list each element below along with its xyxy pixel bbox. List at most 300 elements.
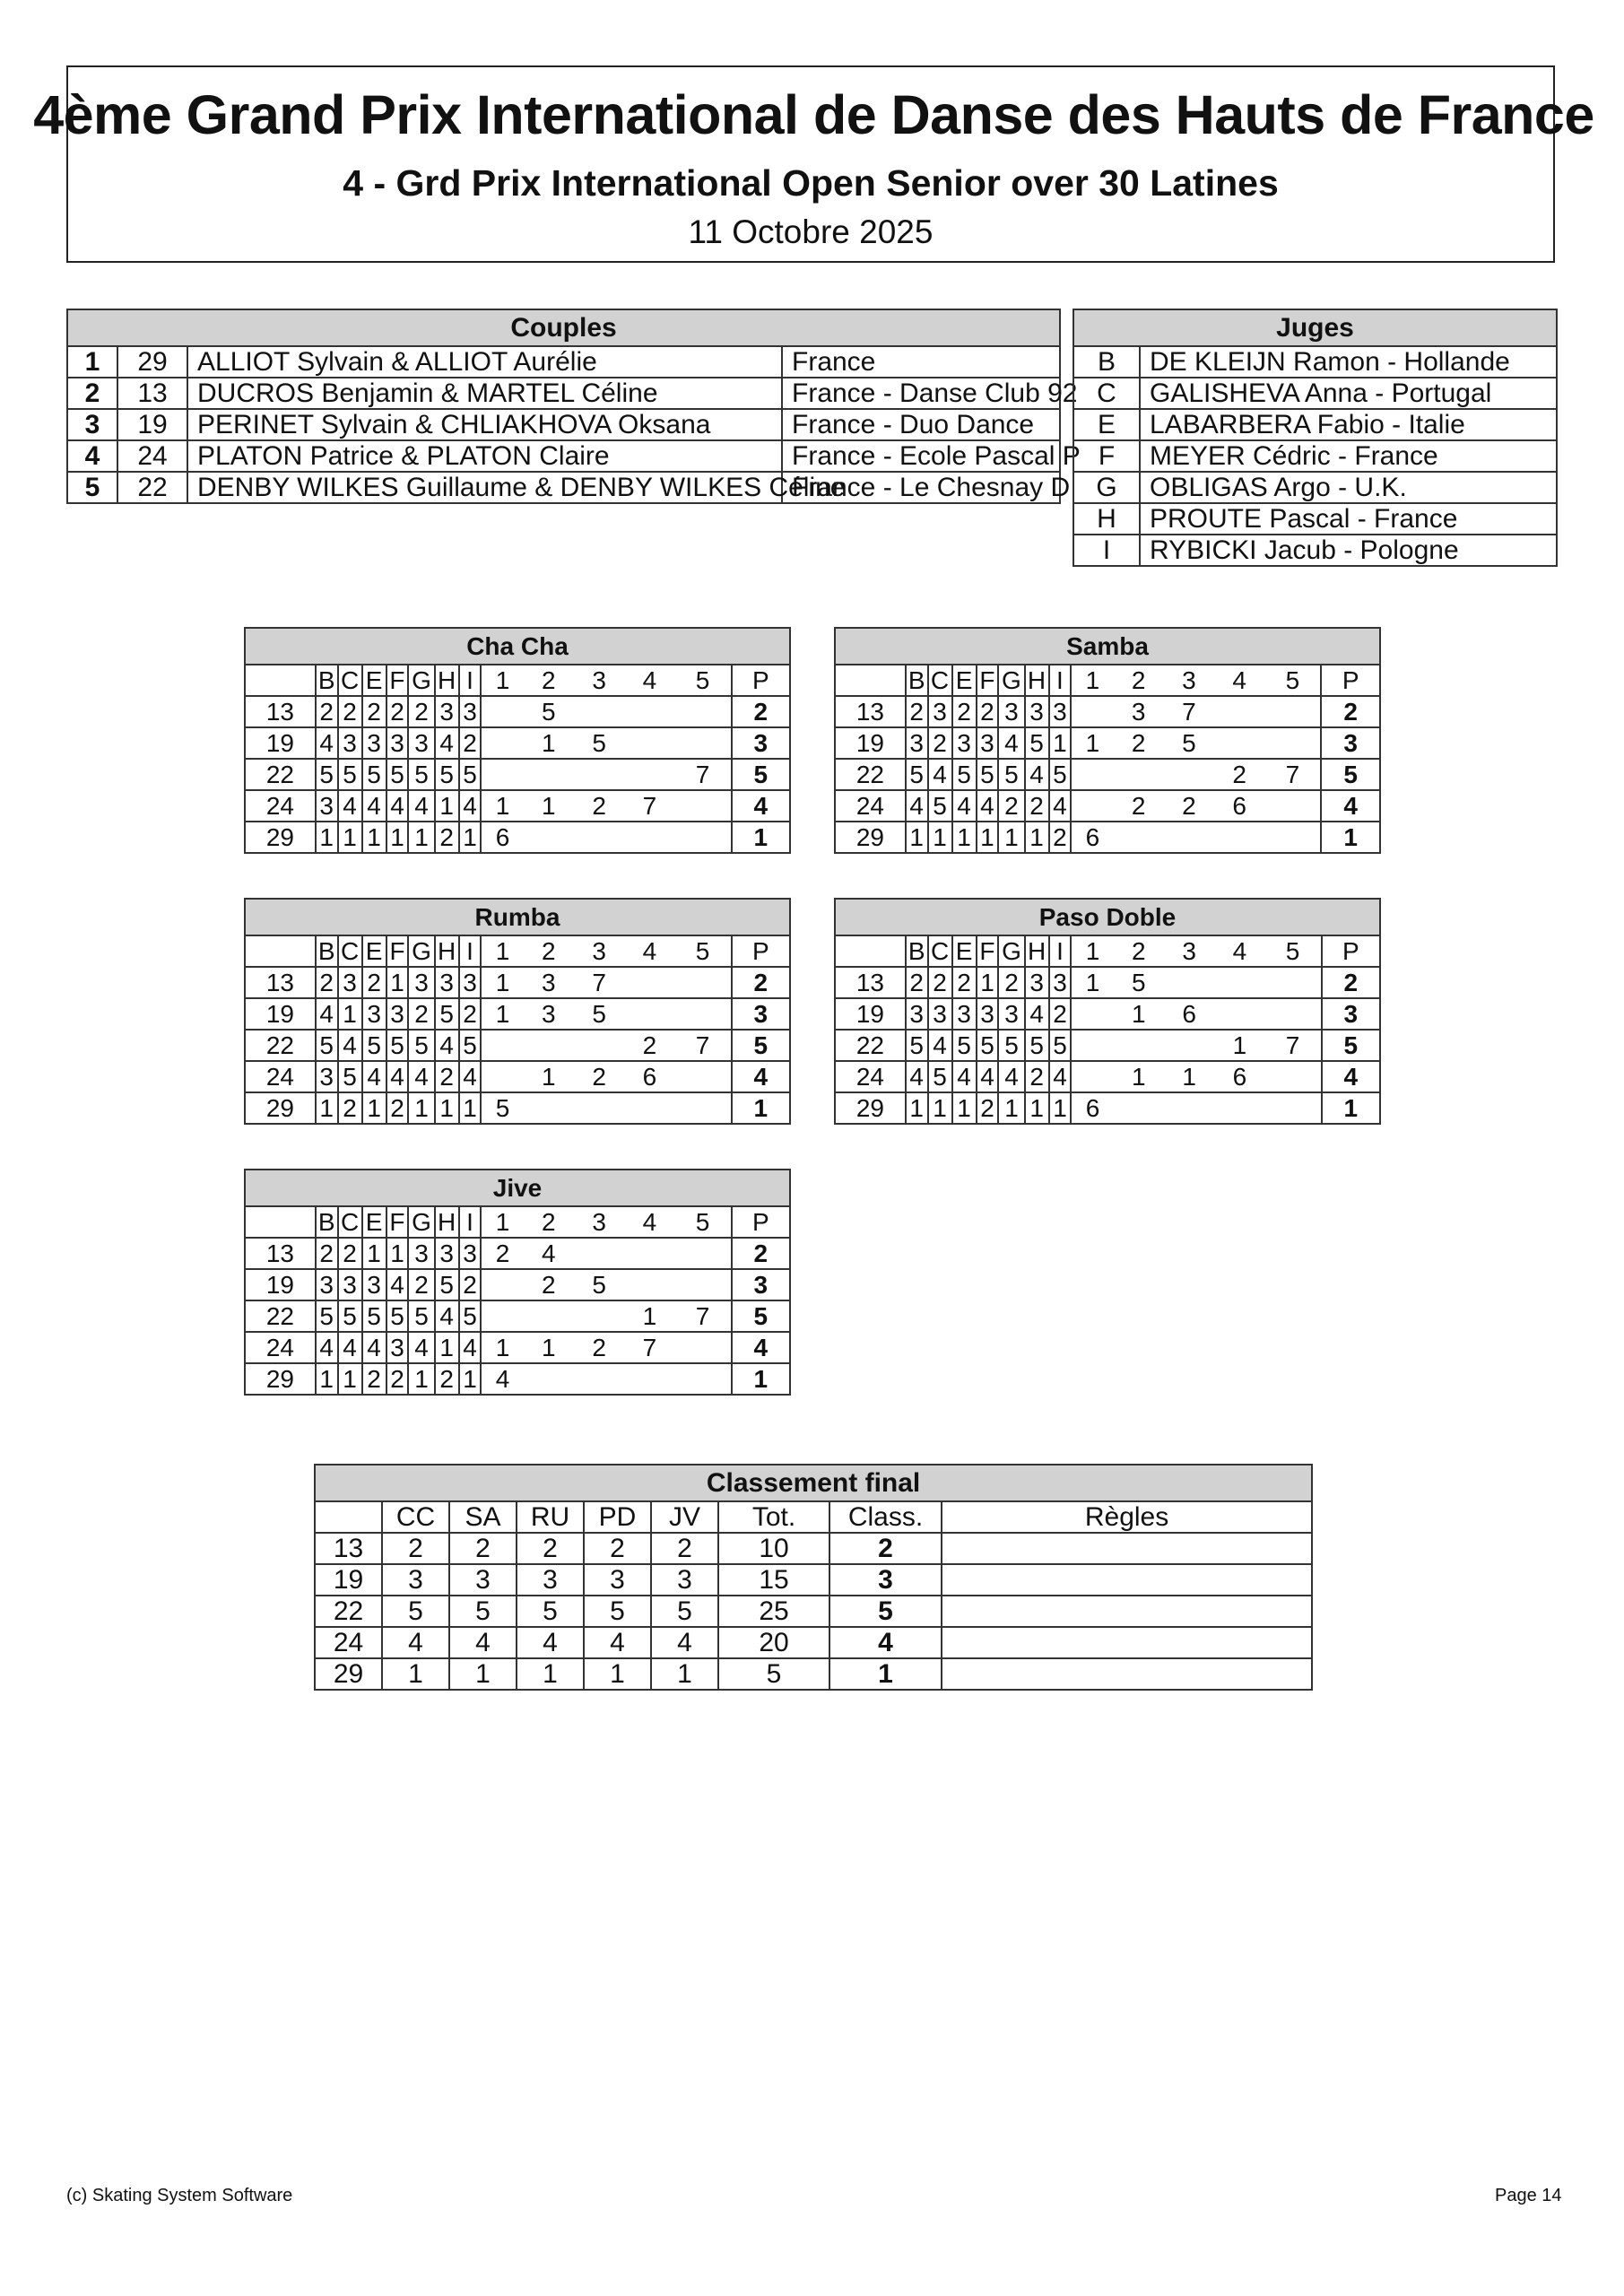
final-sa: 2 [449, 1533, 517, 1564]
judge-mark: 4 [408, 1061, 434, 1092]
place-count: 7 [675, 1300, 732, 1332]
judge-column-header: C [928, 665, 952, 696]
final-cc: 5 [382, 1596, 449, 1627]
judge-row [1073, 535, 1557, 566]
dance-header-row [245, 935, 790, 967]
final-tot: 15 [718, 1564, 829, 1596]
dance-row [835, 790, 1380, 822]
couple-place: 4 [67, 440, 117, 472]
dance-row [835, 759, 1380, 790]
place-count: 6 [1071, 822, 1113, 853]
final-column-header [315, 1501, 382, 1533]
place-count [1071, 1061, 1113, 1092]
dance-table-rumba [244, 898, 791, 1125]
judge-mark: 4 [386, 1269, 409, 1300]
place-column-header: 2 [1114, 935, 1164, 967]
dance-row [835, 1030, 1380, 1061]
place-count [574, 759, 624, 790]
couple-number: 19 [245, 1269, 316, 1300]
judge-mark: 1 [977, 822, 999, 853]
final-num: 22 [315, 1596, 382, 1627]
dance-row [835, 998, 1380, 1030]
place-column-header: 5 [675, 935, 732, 967]
dance-row [245, 1363, 790, 1395]
judge-mark: 5 [952, 759, 977, 790]
judge-mark: 5 [362, 1300, 386, 1332]
judge-mark: 2 [338, 1092, 362, 1124]
place-column-header: 3 [574, 1206, 624, 1238]
judge-mark: 3 [362, 727, 386, 759]
place-count [675, 727, 732, 759]
judge-mark: 5 [459, 1300, 482, 1332]
judge-code: F [1073, 440, 1140, 472]
judge-mark: 3 [435, 967, 459, 998]
place-count [675, 1092, 732, 1124]
place-count [481, 759, 523, 790]
judge-mark: 1 [906, 822, 928, 853]
judge-mark: 4 [928, 1030, 952, 1061]
judge-mark: 5 [338, 1061, 362, 1092]
dance-row [245, 1300, 790, 1332]
judge-mark: 2 [906, 696, 928, 727]
couple-names: PLATON Patrice & PLATON Claire [187, 440, 782, 472]
p-column-header: P [732, 665, 790, 696]
judge-mark: 1 [928, 1092, 952, 1124]
final-header-row [315, 1501, 1312, 1533]
judge-column-header: G [998, 665, 1024, 696]
dance-table-cha-cha [244, 627, 791, 854]
dance-row [245, 822, 790, 853]
p-column-header: P [732, 1206, 790, 1238]
place-count: 5 [1164, 727, 1214, 759]
judge-name: OBLIGAS Argo - U.K. [1140, 472, 1557, 503]
dance-placement: 4 [1321, 790, 1380, 822]
couple-number: 22 [117, 472, 187, 503]
judge-mark: 4 [408, 790, 434, 822]
judge-mark: 5 [459, 759, 482, 790]
judge-column-header: F [386, 665, 409, 696]
judge-column-header: I [459, 665, 482, 696]
judge-mark: 1 [459, 822, 482, 853]
dance-placement: 2 [732, 967, 790, 998]
final-pd: 4 [584, 1627, 651, 1658]
final-row [315, 1658, 1312, 1690]
judge-mark: 1 [386, 1238, 409, 1269]
place-column-header: 3 [574, 665, 624, 696]
judge-mark: 3 [316, 1061, 338, 1092]
final-column-header: Règles [942, 1501, 1312, 1533]
judge-column-header: H [1025, 665, 1049, 696]
judge-mark: 3 [998, 998, 1024, 1030]
judge-mark: 1 [408, 1092, 434, 1124]
judge-column-header: I [1049, 935, 1072, 967]
place-count: 3 [524, 998, 574, 1030]
final-sa: 5 [449, 1596, 517, 1627]
dance-row [835, 967, 1380, 998]
judge-mark: 4 [362, 1061, 386, 1092]
place-count: 2 [1114, 790, 1164, 822]
dance-row [835, 1061, 1380, 1092]
place-count [1114, 822, 1164, 853]
header-blank [835, 935, 906, 967]
judge-column-header: E [362, 1206, 386, 1238]
place-count [675, 1238, 732, 1269]
judge-row [1073, 503, 1557, 535]
dance-header-row [835, 935, 1380, 967]
couple-club: France - Danse Club 92 [782, 378, 1060, 409]
judge-mark: 5 [928, 1061, 952, 1092]
couple-number: 19 [117, 409, 187, 440]
header-blank [245, 935, 316, 967]
judge-mark: 3 [906, 727, 928, 759]
couple-number: 24 [117, 440, 187, 472]
place-count [481, 727, 523, 759]
final-num: 24 [315, 1627, 382, 1658]
place-count: 7 [1164, 696, 1214, 727]
judge-mark: 4 [928, 759, 952, 790]
judge-mark: 4 [906, 790, 928, 822]
judge-mark: 2 [408, 696, 434, 727]
judge-mark: 4 [459, 1332, 482, 1363]
place-count: 1 [1114, 1061, 1164, 1092]
judge-mark: 3 [952, 727, 977, 759]
judge-mark: 5 [338, 1300, 362, 1332]
judge-mark: 5 [906, 1030, 928, 1061]
event-title: 4ème Grand Prix International de Danse des Hauts de France [33, 84, 1594, 145]
judge-mark: 3 [386, 1332, 409, 1363]
judge-column-header: G [408, 665, 434, 696]
place-count: 1 [524, 1332, 574, 1363]
final-cls: 2 [829, 1533, 942, 1564]
judge-column-header: E [952, 935, 977, 967]
judge-mark: 3 [1049, 696, 1072, 727]
dance-placement: 4 [732, 1061, 790, 1092]
judge-mark: 3 [316, 1269, 338, 1300]
judge-column-header: H [1025, 935, 1049, 967]
judge-mark: 1 [338, 822, 362, 853]
place-count [524, 1030, 574, 1061]
judge-mark: 2 [435, 1061, 459, 1092]
place-column-header: 2 [524, 935, 574, 967]
judge-column-header: B [316, 665, 338, 696]
judge-column-header: I [1049, 665, 1072, 696]
judge-mark: 3 [362, 998, 386, 1030]
judge-mark: 4 [338, 790, 362, 822]
judge-mark: 5 [998, 1030, 1024, 1061]
judge-mark: 1 [977, 967, 999, 998]
place-count [481, 1030, 523, 1061]
p-column-header: P [732, 935, 790, 967]
dance-row [835, 696, 1380, 727]
judge-mark: 1 [1025, 1092, 1049, 1124]
judge-mark: 2 [998, 790, 1024, 822]
event-date: 11 Octobre 2025 [688, 213, 934, 250]
couple-number: 22 [835, 759, 906, 790]
place-count: 2 [574, 1061, 624, 1092]
judge-mark: 2 [1025, 790, 1049, 822]
dance-row [245, 998, 790, 1030]
place-count: 1 [624, 1300, 674, 1332]
judge-mark: 1 [362, 1238, 386, 1269]
couple-number: 19 [245, 727, 316, 759]
dance-row [245, 1030, 790, 1061]
competition-subtitle: 4 - Grd Prix International Open Senior over 30 Latines [343, 162, 1279, 204]
judge-mark: 3 [1025, 967, 1049, 998]
dance-row [245, 1061, 790, 1092]
final-row [315, 1596, 1312, 1627]
place-count: 6 [1071, 1092, 1113, 1124]
dance-row [245, 1238, 790, 1269]
couple-club: France - Le Chesnay D [782, 472, 1060, 503]
judge-column-header: I [459, 1206, 482, 1238]
judge-mark: 5 [316, 759, 338, 790]
place-count [1071, 790, 1113, 822]
place-count [1265, 998, 1322, 1030]
judge-mark: 5 [408, 1300, 434, 1332]
place-count [1114, 1030, 1164, 1061]
judge-column-header: H [435, 665, 459, 696]
judge-column-header: G [998, 935, 1024, 967]
judge-column-header: H [435, 1206, 459, 1238]
place-count [1164, 967, 1214, 998]
judge-mark: 5 [977, 759, 999, 790]
dance-placement: 4 [1322, 1061, 1380, 1092]
judge-column-header: B [316, 935, 338, 967]
couple-club: France - Duo Dance [782, 409, 1060, 440]
judge-mark: 5 [408, 1030, 434, 1061]
couple-number: 24 [245, 1061, 316, 1092]
judge-mark: 2 [408, 998, 434, 1030]
final-rules [942, 1533, 1312, 1564]
dance-heading: Jive [245, 1170, 790, 1206]
judge-column-header: C [338, 665, 362, 696]
dance-table-paso-doble [834, 898, 1381, 1125]
place-count [481, 1300, 523, 1332]
place-count: 3 [1114, 696, 1164, 727]
judge-mark: 1 [408, 1363, 434, 1395]
judge-mark: 5 [408, 759, 434, 790]
judge-mark: 4 [362, 790, 386, 822]
dance-placement: 4 [732, 790, 790, 822]
place-count [1071, 1030, 1113, 1061]
judge-name: LABARBERA Fabio - Italie [1140, 409, 1557, 440]
dance-row [835, 1092, 1380, 1124]
judge-column-header: F [386, 935, 409, 967]
final-jv: 1 [651, 1658, 718, 1690]
dance-placement: 3 [732, 727, 790, 759]
judge-mark: 1 [952, 822, 977, 853]
place-count: 7 [574, 967, 624, 998]
place-count [524, 1363, 574, 1395]
judge-mark: 4 [316, 727, 338, 759]
couple-number: 13 [835, 967, 906, 998]
judge-mark: 3 [386, 727, 409, 759]
dance-header-row [245, 1206, 790, 1238]
judge-mark: 4 [1049, 790, 1072, 822]
place-count [481, 1269, 523, 1300]
place-column-header: 4 [1214, 665, 1264, 696]
place-count [574, 696, 624, 727]
judge-mark: 4 [1025, 759, 1049, 790]
judge-mark: 3 [1025, 696, 1049, 727]
place-count: 1 [1071, 727, 1113, 759]
final-row [315, 1533, 1312, 1564]
judge-mark: 4 [435, 727, 459, 759]
final-pd: 5 [584, 1596, 651, 1627]
judge-mark: 2 [362, 696, 386, 727]
couple-club: France - Ecole Pascal P [782, 440, 1060, 472]
judge-mark: 3 [338, 1269, 362, 1300]
judge-column-header: B [906, 935, 928, 967]
judge-mark: 4 [1025, 998, 1049, 1030]
place-count [481, 696, 523, 727]
judge-mark: 5 [316, 1030, 338, 1061]
final-rules [942, 1658, 1312, 1690]
place-count [574, 1238, 624, 1269]
place-count [624, 998, 674, 1030]
judge-mark: 1 [998, 1092, 1024, 1124]
judge-mark: 2 [338, 696, 362, 727]
place-count [1164, 759, 1214, 790]
place-count: 5 [481, 1092, 523, 1124]
judge-mark: 3 [338, 967, 362, 998]
couple-number: 29 [245, 822, 316, 853]
judge-mark: 4 [459, 1061, 482, 1092]
place-count [624, 1092, 674, 1124]
judge-mark: 3 [386, 998, 409, 1030]
judge-mark: 2 [362, 967, 386, 998]
judge-mark: 1 [1025, 822, 1049, 853]
place-count [1265, 1092, 1322, 1124]
couple-number: 24 [245, 790, 316, 822]
judge-column-header: I [459, 935, 482, 967]
judge-mark: 2 [977, 1092, 999, 1124]
place-column-header: 3 [1164, 935, 1214, 967]
couple-number: 13 [835, 696, 906, 727]
place-count [574, 1363, 624, 1395]
final-column-header: Class. [829, 1501, 942, 1533]
judge-row [1073, 346, 1557, 378]
place-count [1264, 727, 1321, 759]
dance-row [245, 1332, 790, 1363]
judge-mark: 3 [435, 1238, 459, 1269]
couple-place: 2 [67, 378, 117, 409]
judge-column-header: C [338, 1206, 362, 1238]
judge-row [1073, 440, 1557, 472]
dance-placement: 3 [732, 1269, 790, 1300]
couple-number: 24 [245, 1332, 316, 1363]
couples-table [66, 309, 1081, 504]
dance-placement: 5 [1321, 759, 1380, 790]
judge-code: H [1073, 503, 1140, 535]
judge-mark: 3 [928, 998, 952, 1030]
place-column-header: 2 [524, 1206, 574, 1238]
judge-mark: 2 [952, 967, 977, 998]
judge-mark: 1 [338, 1363, 362, 1395]
judge-column-header: E [362, 665, 386, 696]
page-number: Page 14 [1495, 2186, 1562, 2205]
couple-number: 29 [835, 822, 906, 853]
judge-name: GALISHEVA Anna - Portugal [1140, 378, 1557, 409]
place-column-header: 4 [624, 665, 674, 696]
judge-mark: 2 [998, 967, 1024, 998]
judge-mark: 5 [928, 790, 952, 822]
place-count [624, 696, 674, 727]
place-count [1214, 696, 1264, 727]
place-count: 7 [1265, 1030, 1322, 1061]
place-count: 2 [1214, 759, 1264, 790]
judge-column-header: C [338, 935, 362, 967]
judge-mark: 1 [1049, 1092, 1072, 1124]
final-rules [942, 1627, 1312, 1658]
judge-mark: 2 [952, 696, 977, 727]
judge-mark: 5 [386, 1300, 409, 1332]
place-count: 1 [524, 727, 574, 759]
place-count: 7 [675, 759, 732, 790]
place-count: 6 [1214, 790, 1264, 822]
dance-placement: 2 [1322, 967, 1380, 998]
place-count [675, 1363, 732, 1395]
final-column-header: SA [449, 1501, 517, 1533]
final-tot: 25 [718, 1596, 829, 1627]
judge-mark: 1 [316, 1363, 338, 1395]
couple-names: ALLIOT Sylvain & ALLIOT Aurélie [187, 346, 782, 378]
place-count: 2 [574, 790, 624, 822]
place-count [624, 1238, 674, 1269]
final-ru: 3 [517, 1564, 584, 1596]
place-count [1214, 967, 1264, 998]
final-row [315, 1564, 1312, 1596]
judge-mark: 4 [952, 790, 977, 822]
couple-number: 13 [117, 378, 187, 409]
couple-number: 13 [245, 696, 316, 727]
dance-header-row [835, 665, 1380, 696]
place-count [1214, 1092, 1264, 1124]
judge-mark: 2 [338, 1238, 362, 1269]
place-column-header: 4 [1214, 935, 1264, 967]
place-count: 1 [481, 790, 523, 822]
judge-mark: 4 [977, 1061, 999, 1092]
judge-mark: 4 [316, 1332, 338, 1363]
final-tot: 5 [718, 1658, 829, 1690]
judge-mark: 5 [906, 759, 928, 790]
place-count: 6 [481, 822, 523, 853]
place-count: 3 [524, 967, 574, 998]
judge-column-header: G [408, 1206, 434, 1238]
place-count [675, 1269, 732, 1300]
judge-mark: 1 [338, 998, 362, 1030]
final-column-header: RU [517, 1501, 584, 1533]
couple-number: 13 [245, 1238, 316, 1269]
judge-mark: 2 [928, 967, 952, 998]
judge-mark: 3 [459, 696, 482, 727]
place-count [1214, 727, 1264, 759]
place-count [675, 1332, 732, 1363]
dance-heading: Rumba [245, 899, 790, 935]
judge-mark: 3 [928, 696, 952, 727]
final-ru: 5 [517, 1596, 584, 1627]
place-column-header: 5 [1264, 665, 1321, 696]
judge-mark: 3 [459, 967, 482, 998]
couple-names: DUCROS Benjamin & MARTEL Céline [187, 378, 782, 409]
place-count: 1 [1114, 998, 1164, 1030]
couple-number: 29 [117, 346, 187, 378]
judge-mark: 1 [928, 822, 952, 853]
dance-row [245, 1092, 790, 1124]
dance-header-row [245, 665, 790, 696]
final-column-header: Tot. [718, 1501, 829, 1533]
place-count: 4 [524, 1238, 574, 1269]
